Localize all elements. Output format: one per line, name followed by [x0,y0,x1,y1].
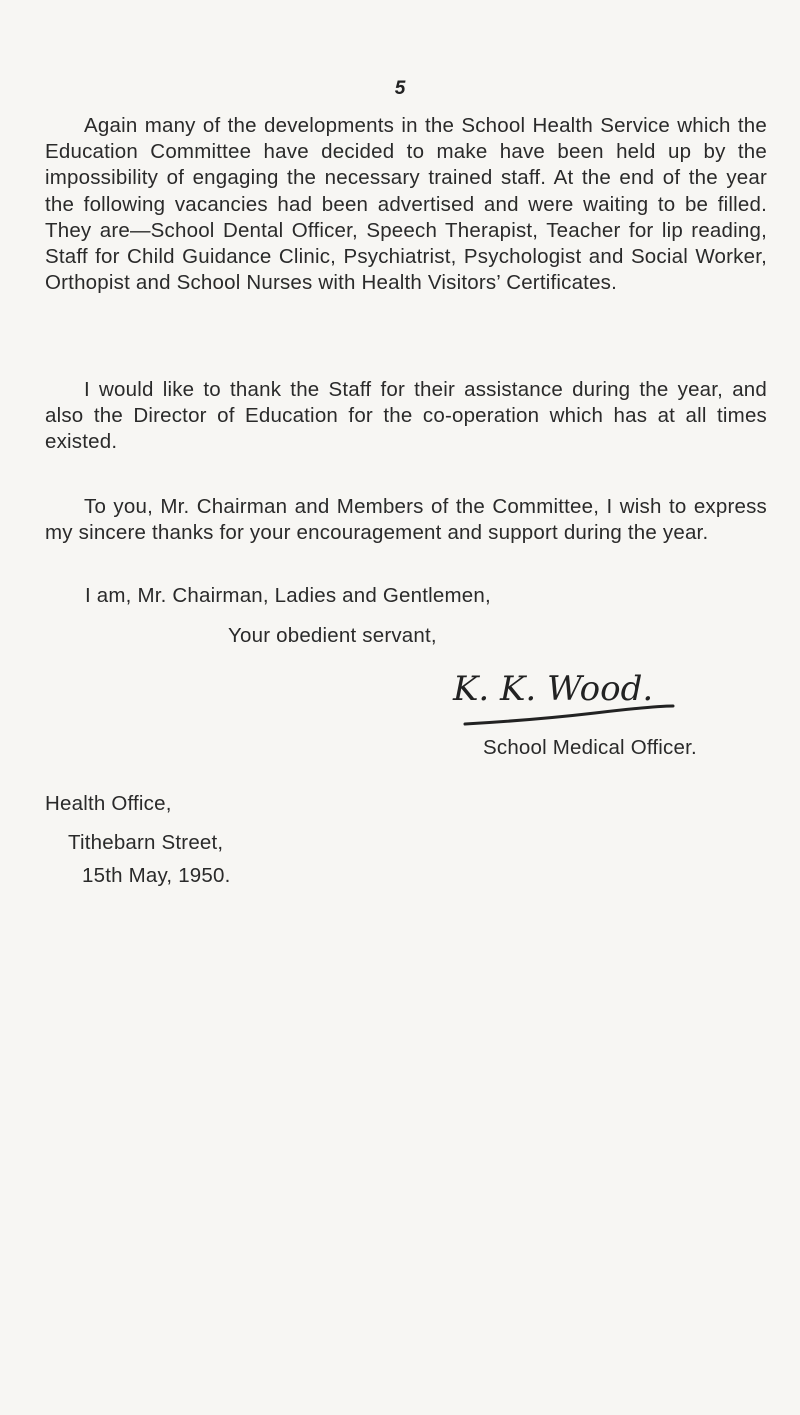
address-line-office: Health Office, [45,792,172,815]
paragraph-staff-vacancies: Again many of the developments in the School Health Service which the Education Committee have decided to make have been held up by the impossibility of engaging the necessary trained staff. At the end of the year the following vacancies had been advertised and were waiting to be filled. They are—School Dental Officer, Speech Therapist, Teacher for lip reading, Staff for Child Guidance Clinic, Psychiatrist, Psychologist and Social Worker, Orthopist and School Nurses with Health Visitors’ Certificates. [45,114,767,295]
address-date: 15th May, 1950. [82,864,231,887]
closing-salutation: I am, Mr. Chairman, Ladies and Gentlemen, [85,584,491,607]
paragraph-thanks-staff: I would like to thank the Staff for their assistance during the year, and also the Director of Education for the co-operation which has at all times existed. [45,378,767,454]
handwritten-signature [445,664,675,728]
valediction: Your obedient servant, [228,624,437,647]
paragraph-thanks-committee: To you, Mr. Chairman and Members of the Committee, I wish to express my sincere thanks for your encouragement and support during the year. [45,495,767,545]
address-line-street: Tithebarn Street, [68,831,224,854]
signatory-title: School Medical Officer. [483,736,697,759]
page-number: 5 [394,78,406,99]
signature-text: K. K. Wood. [453,669,654,709]
